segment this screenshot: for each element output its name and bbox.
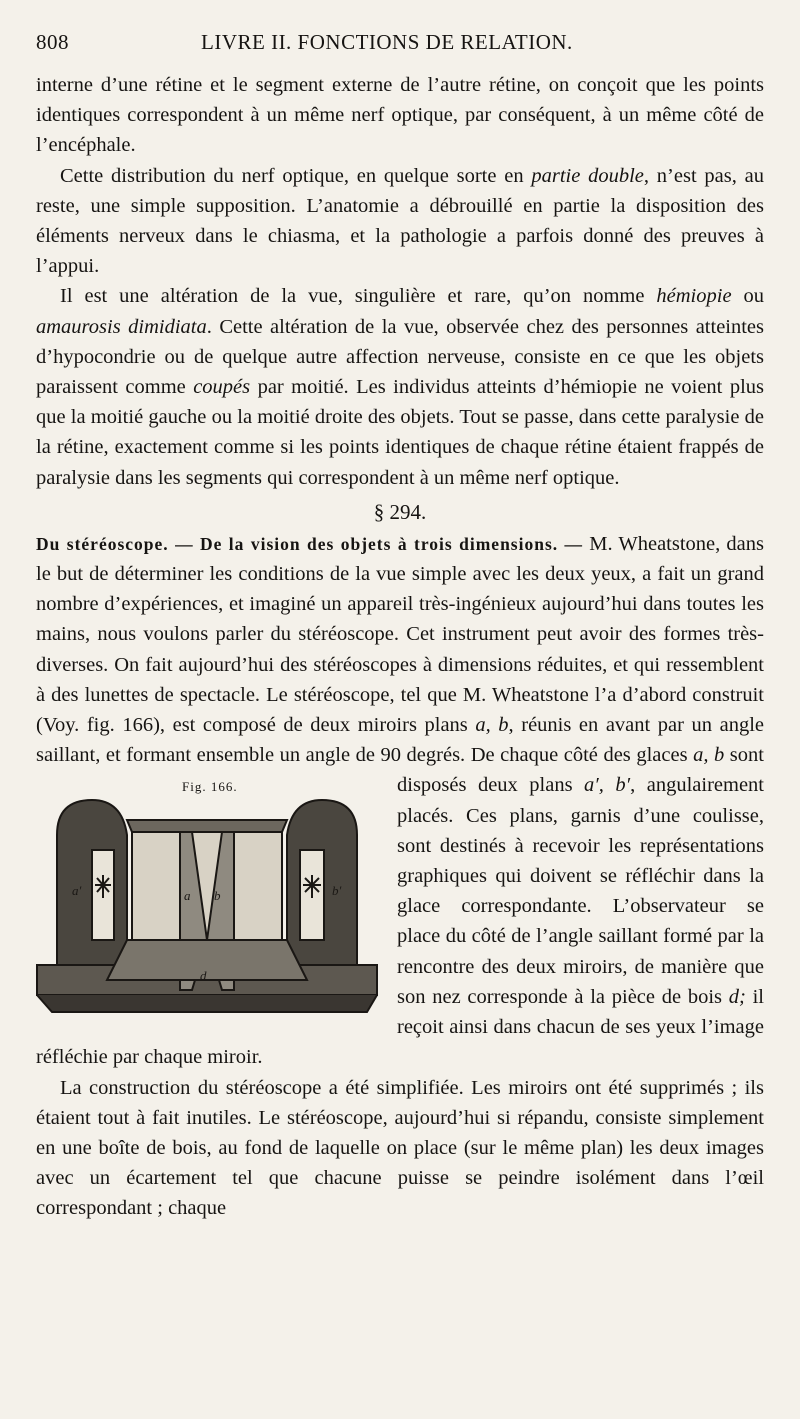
stereoscope-illustration [32,790,382,1030]
label-a: a [184,888,191,904]
paragraph-3 [36,281,764,492]
running-head-title: LIVRE II. FONCTIONS DE RELATION. [201,30,573,54]
italic-run: a, b [475,714,509,737]
text-run: il reçoit ainsi dans chacun de ses yeux l’image réfléchie par chaque miroir. [36,985,764,1069]
text-run: sont disposés deux plans [397,744,764,797]
label-a-prime: a′ [72,883,82,899]
page-number: 808 [36,30,69,54]
text-run: M. Wheatstone, dans le but de déterminer les conditions de la vue simple avec les deux yeux, a fait un grand nombre d’expériences, et imaginé un appareil très-ingénieux aujourd’hui dans toutes les mains, nous voulons parler du stéréoscope. Cet instrument peut avoir des formes très-diverses. On fait aujourd’hui des stéréoscopes à dimensions réduites, et qui ressemblent à des lunettes de spectacle. Le stéréoscope, tel que M. Wheatstone l’a d’abord construit (Voy. fig. 166), est composé de deux miroirs plans [36,532,764,737]
subheading: Du stéréoscope. — De la vision des objets à trois dimensions. — [36,533,584,554]
paragraph-4 [36,529,764,1073]
text-run: a, b [693,744,725,767]
text-run: , angulairement placés. Ces plans, garnis d’une coulisse, sont destinés à recevoir les représentations graphiques qui doivent se réfléchir dans la glace correspondante. L’observateur se place du côté de l’angle saillant formé par la rencontre des deux miroirs, de manière que son nez corresponde à la pièce de bois [397,774,764,1008]
section-number: § 294. [373,499,427,524]
italic-run: coupés [193,376,251,399]
italic-run: a′, b′ [584,774,631,797]
italic-run: hémiopie [656,285,732,308]
label-b: b [214,888,221,904]
label-b-prime: b′ [332,883,342,899]
italic-run: d; [728,985,746,1008]
text-run: , n’est pas, au reste, une simple supposition. L’anatomie a débrouillé en partie la disposition des éléments nerveux dans le chiasma, et la pathologie a parfois donné des preuves à l’appui. [36,164,764,278]
body-text [36,70,764,1224]
paragraph-2 [36,161,764,282]
italic-run: partie double [531,164,644,187]
text-run: ou [731,285,765,308]
text-run: . Cette altération de la vue, observée chez des personnes atteintes d’hypocondrie ou de quelque autre affection nerveuse, consiste en ce que les objets paraissent comme [36,315,765,399]
figure-caption: Fig. 166. [182,779,238,795]
text-run: Cette distribution du nerf optique, en quelque sorte en [60,164,532,187]
italic-run: amaurosis dimidiata [36,315,207,338]
paragraph-1: interne d’une rétine et le segment externe de l’autre rétine, on conçoit que les points identiques correspondent à un même nerf optique, par conséquent, à un même côté de l’encéphale. [36,74,764,157]
paragraph-5: La construction du stéréoscope a été simplifiée. Les miroirs ont été supprimés ; ils étaient tout à fait inutiles. Le stéréoscope, aujourd’hui si répandu, consiste simplement en une boîte de bois, au fond de laquelle on place (sur le même plan) les deux images avec un écartement tel que chacune puisse se peindre isolément dans l’œil correspondant ; chaque [36,1076,764,1220]
figure-166 [32,770,387,1038]
text-run: par moitié. Les individus atteints d’hémiopie ne voient plus que la moitié gauche ou la moitié droite des objets. Tout se passe, dans cette paralysie de la rétine, exactement comme si les points identiques de chaque rétine étaient frappés de paralysie dans les segments qui correspondent à un même nerf optique. [36,376,764,489]
label-d: d [200,968,207,984]
running-header [36,30,766,64]
text-run: , réunis en avant par un angle saillant, et formant ensemble un angle de 90 degrés. De chaque côté des glaces [36,714,764,767]
text-run: Il est une altération de la vue, singulière et rare, qu’on nomme [60,285,657,308]
